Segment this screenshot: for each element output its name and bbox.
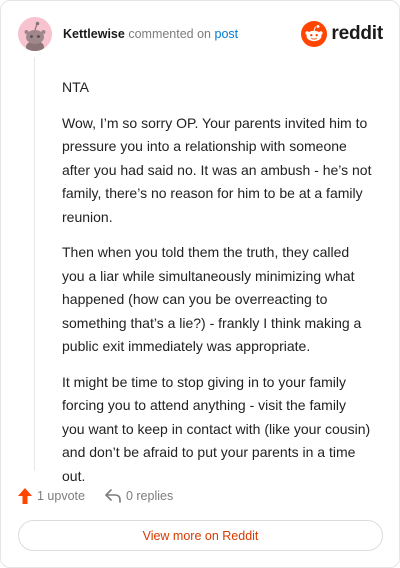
comment-paragraph: It might be time to stop giving in to your family forcing you to attend anything - visit the family you want to keep in contact with (like your cousin) and don’t be afraid to put your parents in a time out. (62, 373, 371, 484)
byline-verb: commented on (128, 27, 212, 41)
comment-actions (18, 486, 193, 506)
reply-arrow-icon (105, 489, 121, 503)
reddit-snoo-icon (301, 21, 327, 47)
upvote-count: 1 upvote (37, 489, 85, 503)
comment-paragraph: Wow, I’m so sorry OP. Your parents invited him to pressure you into a relationship with someone after you had said no. It was an ambush - he’s not family, there’s no reason for him to be at a family reunion. (62, 114, 372, 225)
author-name[interactable]: Kettlewise (63, 27, 125, 41)
comment-paragraph: NTA (62, 79, 89, 95)
reddit-brand[interactable] (301, 20, 383, 48)
reply-button[interactable] (105, 489, 173, 503)
comment-body (62, 76, 372, 500)
upvote-button[interactable] (18, 488, 85, 504)
post-link[interactable]: post (214, 27, 239, 41)
comment-header (18, 15, 383, 55)
brand-name: reddit (331, 23, 383, 44)
reply-count: 0 replies (125, 489, 174, 503)
upvote-arrow-icon (18, 488, 32, 504)
thread-line[interactable] (34, 57, 35, 471)
snoo-avatar-icon (18, 17, 52, 51)
view-more-button[interactable]: View more on Reddit (18, 520, 383, 551)
avatar[interactable] (18, 17, 52, 51)
byline (63, 27, 238, 41)
comment-paragraph: Then when you told them the truth, they called you a liar while simultaneously minimizing what happened (how can you be overreacting to something that’s a lie?) - frankly I think making a public exit immediately was appropriate. (62, 244, 362, 354)
